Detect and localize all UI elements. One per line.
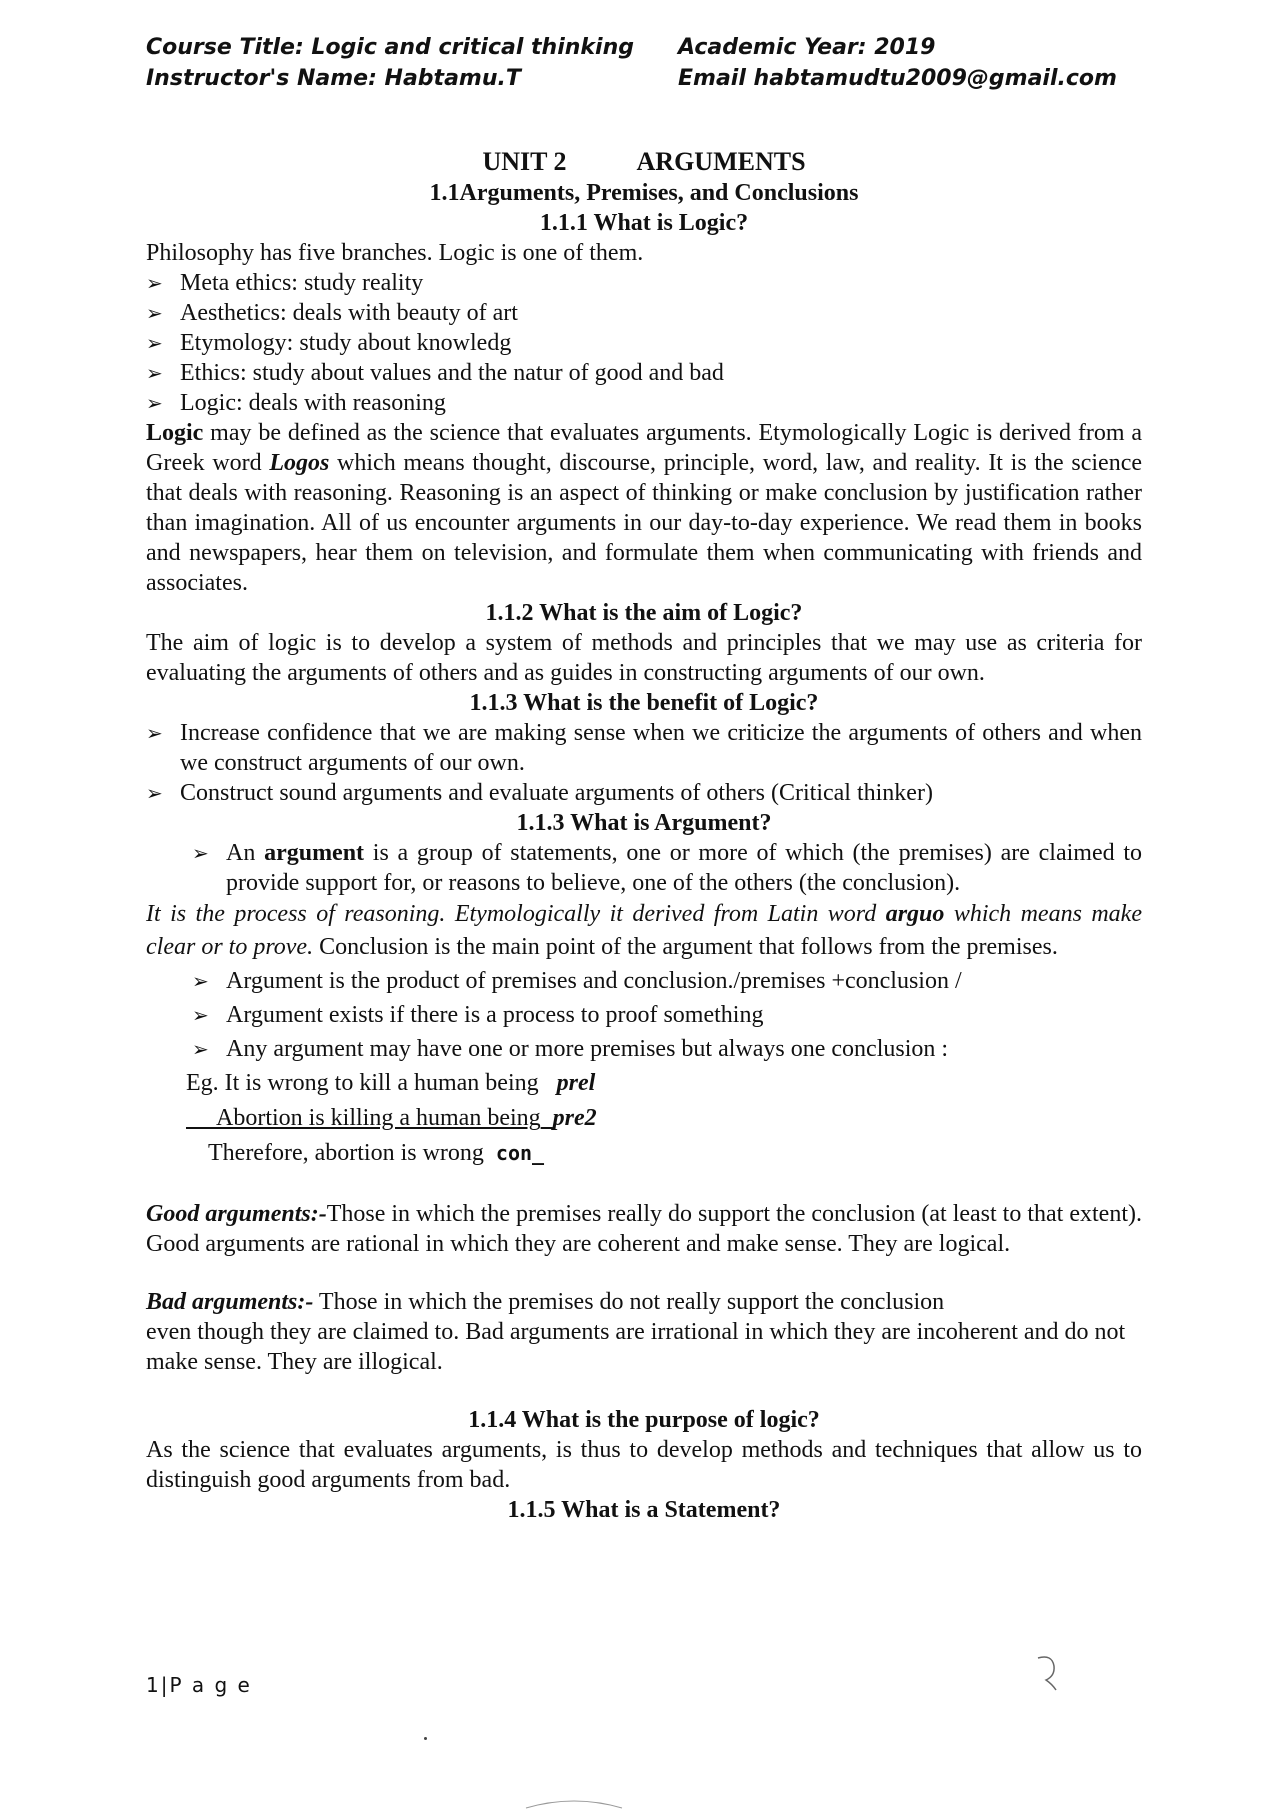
list-item: ➢ Increase confidence that we are making sense when we criticize the arguments of others and when we construct arguments of our own. bbox=[146, 720, 1142, 776]
course-title: Course Title: Logic and critical thinking bbox=[146, 35, 635, 60]
list-item: ➢ Logic: deals with reasoning bbox=[146, 390, 446, 416]
stray-dot bbox=[424, 1737, 427, 1740]
arrow-bullet-icon: ➢ bbox=[146, 361, 163, 385]
heading-aim-of-logic: 1.1.2 What is the aim of Logic? bbox=[485, 600, 803, 626]
list-item: ➢ Aesthetics: deals with beauty of art bbox=[146, 300, 518, 326]
arrow-bullet-icon: ➢ bbox=[146, 391, 163, 415]
list-item: ➢ An argument is a group of statements, one or more of which (the premises) are claimed to provide support for, or reasons to believe, one of the others (the conclusion). bbox=[192, 840, 1142, 896]
term-logic: Logic bbox=[146, 420, 204, 446]
example-premise-2: Abortion is killing a human being pre2 bbox=[216, 1105, 597, 1131]
unit-heading bbox=[146, 146, 1142, 178]
instructor-name: Instructor's Name: Habtamu.T bbox=[146, 66, 521, 91]
argument-definition-list bbox=[192, 838, 1142, 898]
logic-definition-paragraph: Logic may be defined as the science that evaluates arguments. Etymologically Logic is derived from a Greek word Logos which means thought, discourse, principle, word, law, and reality. It is the science that deals with reasoning. Reasoning is an aspect of thinking or make conclusion by justification rather than imagination. All of us encounter arguments in our day-to-day experience. We read them in books and newspapers, hear them on television, and formulate them when communicating with friends and associates. bbox=[146, 420, 1142, 596]
purpose-paragraph: As the science that evaluates arguments, is thus to develop methods and techniques that allow us to distinguish good arguments from bad. bbox=[146, 1437, 1142, 1493]
list-item: ➢ Etymology: study about knowledg bbox=[146, 330, 512, 356]
term-argument: argument bbox=[264, 840, 365, 866]
header-left bbox=[146, 32, 634, 94]
term-good-arguments: Good arguments:- bbox=[146, 1201, 327, 1227]
section-title: 1.1Arguments, Premises, and Conclusions bbox=[429, 180, 859, 206]
heading-purpose-of-logic: 1.1.4 What is the purpose of logic? bbox=[468, 1407, 820, 1433]
header-right bbox=[678, 32, 1117, 94]
conclusion-tag: con_ bbox=[495, 1141, 545, 1165]
good-arguments-paragraph: Good arguments:-Those in which the premises really do support the conclusion (at least to that extent). Good arguments are rational in which they are coherent and make sense. They are logical. bbox=[146, 1201, 1142, 1257]
branches-intro: Philosophy has five branches. Logic is one of them. bbox=[146, 240, 644, 266]
unit-number: UNIT 2 bbox=[482, 147, 567, 176]
list-item: ➢ Any argument may have one or more premises but always one conclusion : bbox=[192, 1032, 1142, 1066]
premise-1-tag: prel bbox=[556, 1070, 596, 1096]
arrow-bullet-icon: ➢ bbox=[146, 721, 163, 745]
heading-what-is-argument: 1.1.3 What is Argument? bbox=[516, 810, 772, 836]
argument-paragraph: It is the process of reasoning. Etymologically it derived from Latin word arguo which means make clear or to prove. Conclusion is the main point of the argument that follows from the premises. bbox=[146, 901, 1142, 960]
document-body bbox=[146, 146, 1142, 1525]
heading-what-is-logic: 1.1.1 What is Logic? bbox=[539, 210, 749, 236]
list-item: ➢ Meta ethics: study reality bbox=[146, 270, 424, 296]
academic-year: Academic Year: 2019 bbox=[678, 35, 936, 60]
instructor-email: Email habtamudtu2009@gmail.com bbox=[678, 66, 1117, 91]
arrow-bullet-icon: ➢ bbox=[146, 331, 163, 355]
arrow-bullet-icon: ➢ bbox=[146, 781, 163, 805]
arrow-bullet-icon: ➢ bbox=[146, 301, 163, 325]
arrow-bullet-icon: ➢ bbox=[146, 271, 163, 295]
aim-paragraph: The aim of logic is to develop a system of methods and principles that we may use as criteria for evaluating the arguments of others and as guides in constructing arguments of our own. bbox=[146, 630, 1142, 686]
argument-properties-list bbox=[192, 964, 1142, 1066]
example-premise-1: Eg. It is wrong to kill a human being prel bbox=[186, 1070, 596, 1096]
page-number: 1|P a g e bbox=[146, 1673, 252, 1697]
term-arguo: arguo bbox=[885, 901, 945, 927]
term-logos: Logos bbox=[269, 450, 330, 476]
list-item: ➢ Argument exists if there is a process to proof something bbox=[192, 998, 1142, 1032]
list-item: ➢ Argument is the product of premises and conclusion./premises +conclusion / bbox=[192, 964, 1142, 998]
pen-mark-icon bbox=[1032, 1650, 1062, 1694]
bad-arguments-paragraph: Bad arguments:- Those in which the premises do not really support the conclusion even though they are claimed to. Bad arguments are irrational in which they are incoherent and do not make sense. They are illogical. bbox=[146, 1289, 1126, 1375]
list-item: ➢ Ethics: study about values and the natur of good and bad bbox=[146, 360, 724, 386]
term-bad-arguments: Bad arguments:- bbox=[146, 1289, 314, 1315]
branches-list bbox=[146, 268, 1142, 418]
argument-example bbox=[146, 1066, 1142, 1171]
arrow-bullet-icon: ➢ bbox=[192, 969, 209, 993]
stray-arc-mark bbox=[524, 1796, 624, 1810]
heading-what-is-statement: 1.1.5 What is a Statement? bbox=[507, 1497, 781, 1523]
unit-title: ARGUMENTS bbox=[636, 147, 806, 176]
arrow-bullet-icon: ➢ bbox=[192, 841, 209, 865]
benefit-list bbox=[146, 718, 1142, 808]
premise-2-tag: pre2 bbox=[552, 1105, 597, 1131]
example-conclusion: Therefore, abortion is wrong con_ bbox=[208, 1140, 545, 1166]
arrow-bullet-icon: ➢ bbox=[192, 1037, 209, 1061]
list-item: ➢ Construct sound arguments and evaluate arguments of others (Critical thinker) bbox=[146, 780, 933, 806]
heading-benefit-of-logic: 1.1.3 What is the benefit of Logic? bbox=[469, 690, 819, 716]
arrow-bullet-icon: ➢ bbox=[192, 1003, 209, 1027]
